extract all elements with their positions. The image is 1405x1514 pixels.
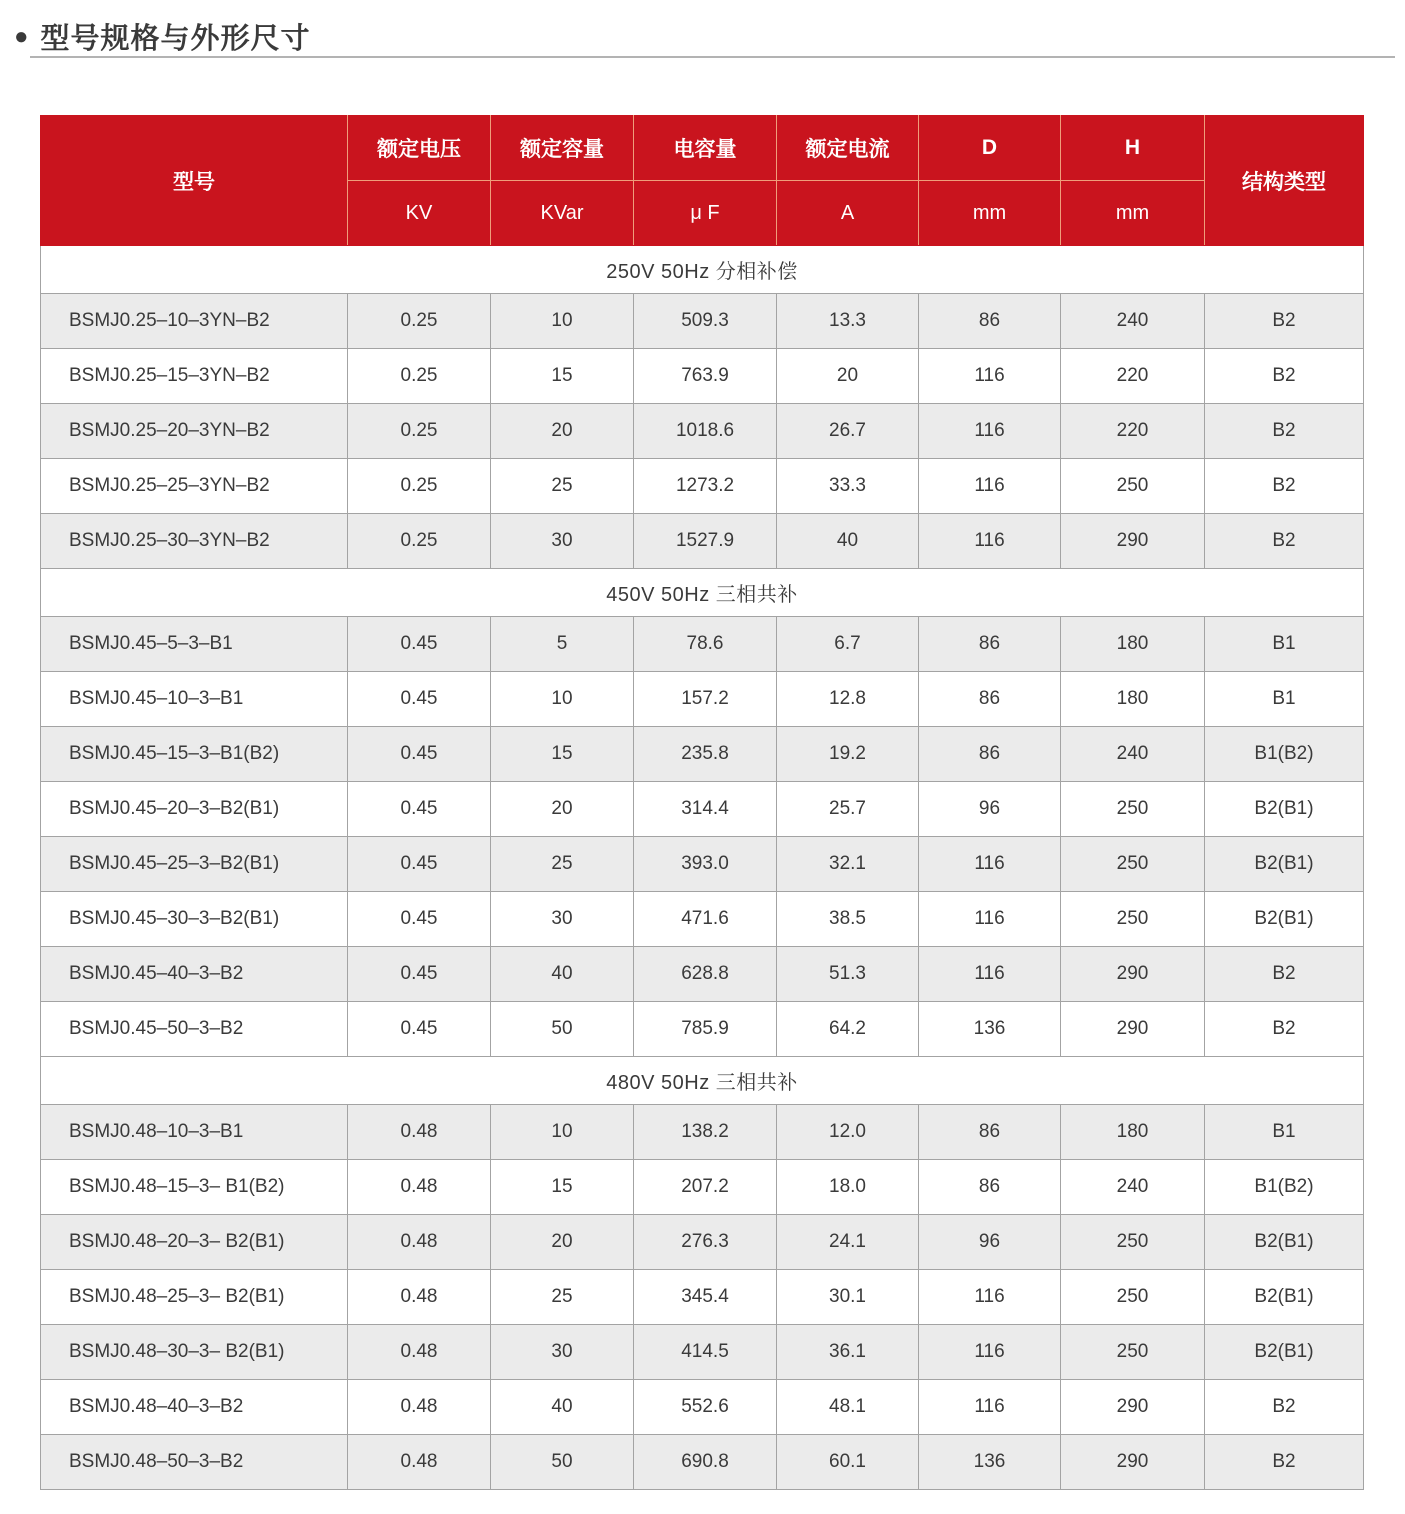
cell-value: 33.3 (777, 459, 919, 514)
cell-value: 1273.2 (634, 459, 777, 514)
cell-value: 240 (1061, 1160, 1205, 1215)
cell-model: BSMJ0.45–10–3–B1 (41, 672, 348, 727)
cell-value: 86 (919, 1160, 1061, 1215)
cell-model: BSMJ0.45–5–3–B1 (41, 617, 348, 672)
table-row (41, 1105, 1364, 1160)
cell-value: 12.8 (777, 672, 919, 727)
cell-value: 393.0 (634, 837, 777, 892)
cell-value: B1(B2) (1205, 1160, 1364, 1215)
cell-value: 628.8 (634, 947, 777, 1002)
cell-value: 345.4 (634, 1270, 777, 1325)
cell-value: 180 (1061, 672, 1205, 727)
header-structure-type: 结构类型 (1205, 116, 1364, 246)
cell-model: BSMJ0.25–20–3YN–B2 (41, 404, 348, 459)
cell-value: 0.48 (348, 1270, 491, 1325)
section-title: 250V 50Hz 分相补偿 (41, 246, 1364, 294)
cell-value: 509.3 (634, 294, 777, 349)
title-divider (30, 56, 1395, 58)
cell-value: 0.45 (348, 1002, 491, 1057)
header-capacitance: 电容量 (634, 116, 777, 181)
cell-model: BSMJ0.48–40–3–B2 (41, 1380, 348, 1435)
cell-value: 0.25 (348, 404, 491, 459)
cell-value: 32.1 (777, 837, 919, 892)
cell-value: 25.7 (777, 782, 919, 837)
header-unit-a: A (777, 181, 919, 246)
cell-model: BSMJ0.48–15–3– B1(B2) (41, 1160, 348, 1215)
cell-value: 64.2 (777, 1002, 919, 1057)
table-row (41, 1160, 1364, 1215)
table-row (41, 727, 1364, 782)
header-rated-voltage: 额定电压 (348, 116, 491, 181)
table-row (41, 349, 1364, 404)
cell-value: 0.45 (348, 727, 491, 782)
cell-value: 250 (1061, 1215, 1205, 1270)
cell-value: 20 (491, 1215, 634, 1270)
cell-value: 116 (919, 349, 1061, 404)
cell-value: 25 (491, 837, 634, 892)
cell-value: 0.45 (348, 617, 491, 672)
cell-value: 0.25 (348, 349, 491, 404)
cell-value: 207.2 (634, 1160, 777, 1215)
cell-value: 290 (1061, 514, 1205, 569)
cell-value: 96 (919, 782, 1061, 837)
cell-value: 552.6 (634, 1380, 777, 1435)
cell-value: B1 (1205, 1105, 1364, 1160)
cell-value: B2(B1) (1205, 892, 1364, 947)
cell-value: 5 (491, 617, 634, 672)
cell-value: B2(B1) (1205, 837, 1364, 892)
cell-value: 15 (491, 349, 634, 404)
cell-value: 25 (491, 459, 634, 514)
cell-value: 15 (491, 727, 634, 782)
cell-value: 0.45 (348, 947, 491, 1002)
cell-value: B1 (1205, 672, 1364, 727)
section-title: 480V 50Hz 三相共补 (41, 1057, 1364, 1105)
cell-value: 78.6 (634, 617, 777, 672)
cell-value: 36.1 (777, 1325, 919, 1380)
cell-value: 13.3 (777, 294, 919, 349)
cell-value: 0.48 (348, 1215, 491, 1270)
header-d: D (919, 116, 1061, 181)
cell-value: 250 (1061, 837, 1205, 892)
header-h: H (1061, 116, 1205, 181)
cell-value: 220 (1061, 349, 1205, 404)
cell-value: B2 (1205, 294, 1364, 349)
cell-value: 471.6 (634, 892, 777, 947)
cell-value: 51.3 (777, 947, 919, 1002)
cell-value: 10 (491, 672, 634, 727)
cell-value: 30.1 (777, 1270, 919, 1325)
cell-value: 250 (1061, 1325, 1205, 1380)
table-row (41, 672, 1364, 727)
cell-model: BSMJ0.45–20–3–B2(B1) (41, 782, 348, 837)
cell-value: 48.1 (777, 1380, 919, 1435)
cell-value: 20 (491, 404, 634, 459)
cell-value: 86 (919, 294, 1061, 349)
cell-value: 40 (491, 1380, 634, 1435)
cell-value: 86 (919, 727, 1061, 782)
cell-value: B2 (1205, 1380, 1364, 1435)
cell-value: 60.1 (777, 1435, 919, 1490)
cell-value: 290 (1061, 1380, 1205, 1435)
cell-model: BSMJ0.48–25–3– B2(B1) (41, 1270, 348, 1325)
cell-value: 250 (1061, 1270, 1205, 1325)
cell-value: 96 (919, 1215, 1061, 1270)
cell-value: B2 (1205, 1435, 1364, 1490)
section-title: 450V 50Hz 三相共补 (41, 569, 1364, 617)
cell-value: 0.25 (348, 514, 491, 569)
cell-value: 10 (491, 1105, 634, 1160)
cell-value: B2 (1205, 459, 1364, 514)
cell-value: 12.0 (777, 1105, 919, 1160)
cell-value: 116 (919, 514, 1061, 569)
cell-value: B2 (1205, 947, 1364, 1002)
cell-value: 276.3 (634, 1215, 777, 1270)
cell-value: 250 (1061, 782, 1205, 837)
header-model: 型号 (41, 116, 348, 246)
cell-value: 18.0 (777, 1160, 919, 1215)
cell-value: B2 (1205, 404, 1364, 459)
cell-value: 1018.6 (634, 404, 777, 459)
cell-value: 235.8 (634, 727, 777, 782)
table-row (41, 617, 1364, 672)
table-row (41, 1380, 1364, 1435)
cell-value: B2(B1) (1205, 1215, 1364, 1270)
cell-value: 116 (919, 892, 1061, 947)
cell-value: 0.45 (348, 782, 491, 837)
cell-value: 19.2 (777, 727, 919, 782)
section-header-row (41, 1057, 1364, 1105)
cell-value: 116 (919, 837, 1061, 892)
cell-value: 763.9 (634, 349, 777, 404)
cell-value: 25 (491, 1270, 634, 1325)
cell-value: B2 (1205, 1002, 1364, 1057)
cell-value: 0.48 (348, 1380, 491, 1435)
cell-value: 0.25 (348, 459, 491, 514)
table-row (41, 1325, 1364, 1380)
cell-value: 38.5 (777, 892, 919, 947)
cell-model: BSMJ0.48–20–3– B2(B1) (41, 1215, 348, 1270)
page-title-text: 型号规格与外形尺寸 (40, 23, 311, 55)
cell-value: 250 (1061, 892, 1205, 947)
cell-model: BSMJ0.45–40–3–B2 (41, 947, 348, 1002)
cell-model: BSMJ0.48–10–3–B1 (41, 1105, 348, 1160)
table-row (41, 294, 1364, 349)
cell-model: BSMJ0.45–50–3–B2 (41, 1002, 348, 1057)
cell-value: 40 (491, 947, 634, 1002)
cell-model: BSMJ0.45–30–3–B2(B1) (41, 892, 348, 947)
header-unit-kvar: KVar (491, 181, 634, 246)
cell-value: 15 (491, 1160, 634, 1215)
cell-value: 0.48 (348, 1325, 491, 1380)
cell-value: B2 (1205, 349, 1364, 404)
cell-model: BSMJ0.48–50–3–B2 (41, 1435, 348, 1490)
cell-model: BSMJ0.45–15–3–B1(B2) (41, 727, 348, 782)
table-row (41, 404, 1364, 459)
cell-model: BSMJ0.25–15–3YN–B2 (41, 349, 348, 404)
cell-value: 220 (1061, 404, 1205, 459)
cell-value: 116 (919, 404, 1061, 459)
cell-value: 86 (919, 1105, 1061, 1160)
cell-value: 414.5 (634, 1325, 777, 1380)
cell-value: 0.45 (348, 672, 491, 727)
page-title (14, 16, 311, 57)
cell-value: 20 (491, 782, 634, 837)
header-unit-kv: KV (348, 181, 491, 246)
cell-value: 30 (491, 892, 634, 947)
header-unit-h-mm: mm (1061, 181, 1205, 246)
cell-value: 1527.9 (634, 514, 777, 569)
cell-model: BSMJ0.45–25–3–B2(B1) (41, 837, 348, 892)
cell-value: 136 (919, 1435, 1061, 1490)
cell-value: 116 (919, 947, 1061, 1002)
cell-value: 0.45 (348, 837, 491, 892)
cell-value: 180 (1061, 617, 1205, 672)
cell-value: B2(B1) (1205, 782, 1364, 837)
cell-value: 0.48 (348, 1105, 491, 1160)
cell-value: 40 (777, 514, 919, 569)
cell-value: 0.48 (348, 1160, 491, 1215)
cell-value: 0.48 (348, 1435, 491, 1490)
cell-value: 30 (491, 514, 634, 569)
cell-value: 290 (1061, 1435, 1205, 1490)
cell-model: BSMJ0.25–10–3YN–B2 (41, 294, 348, 349)
cell-value: 290 (1061, 947, 1205, 1002)
cell-value: 26.7 (777, 404, 919, 459)
cell-value: B2(B1) (1205, 1325, 1364, 1380)
cell-value: 6.7 (777, 617, 919, 672)
table-row (41, 514, 1364, 569)
header-rated-current: 额定电流 (777, 116, 919, 181)
cell-value: 86 (919, 617, 1061, 672)
table-row (41, 1270, 1364, 1325)
table-row (41, 892, 1364, 947)
cell-value: 290 (1061, 1002, 1205, 1057)
table-row (41, 1435, 1364, 1490)
section-header-row (41, 569, 1364, 617)
cell-value: 314.4 (634, 782, 777, 837)
cell-value: 20 (777, 349, 919, 404)
header-unit-d-mm: mm (919, 181, 1061, 246)
header-unit-uf: μ F (634, 181, 777, 246)
table-header (41, 116, 1364, 246)
cell-value: 690.8 (634, 1435, 777, 1490)
cell-value: 785.9 (634, 1002, 777, 1057)
cell-value: 86 (919, 672, 1061, 727)
table-row (41, 782, 1364, 837)
cell-value: 116 (919, 1325, 1061, 1380)
cell-value: 116 (919, 459, 1061, 514)
cell-value: 180 (1061, 1105, 1205, 1160)
cell-value: 0.45 (348, 892, 491, 947)
table-row (41, 947, 1364, 1002)
cell-value: B1 (1205, 617, 1364, 672)
table-row (41, 459, 1364, 514)
cell-value: 116 (919, 1270, 1061, 1325)
cell-value: 24.1 (777, 1215, 919, 1270)
spec-table (40, 115, 1364, 1490)
table-row (41, 1002, 1364, 1057)
cell-value: 30 (491, 1325, 634, 1380)
cell-value: 240 (1061, 727, 1205, 782)
bullet-icon: ● (14, 22, 29, 50)
cell-value: 50 (491, 1002, 634, 1057)
cell-value: 0.25 (348, 294, 491, 349)
cell-model: BSMJ0.25–30–3YN–B2 (41, 514, 348, 569)
table-body (41, 246, 1364, 1490)
cell-value: 136 (919, 1002, 1061, 1057)
section-header-row (41, 246, 1364, 294)
table-row (41, 837, 1364, 892)
cell-value: 157.2 (634, 672, 777, 727)
cell-value: 240 (1061, 294, 1205, 349)
cell-value: B2 (1205, 514, 1364, 569)
table-row (41, 1215, 1364, 1270)
cell-value: 116 (919, 1380, 1061, 1435)
cell-value: 50 (491, 1435, 634, 1490)
cell-value: B1(B2) (1205, 727, 1364, 782)
cell-value: 138.2 (634, 1105, 777, 1160)
cell-value: B2(B1) (1205, 1270, 1364, 1325)
cell-value: 10 (491, 294, 634, 349)
header-rated-capacity: 额定容量 (491, 116, 634, 181)
cell-model: BSMJ0.48–30–3– B2(B1) (41, 1325, 348, 1380)
cell-value: 250 (1061, 459, 1205, 514)
cell-model: BSMJ0.25–25–3YN–B2 (41, 459, 348, 514)
